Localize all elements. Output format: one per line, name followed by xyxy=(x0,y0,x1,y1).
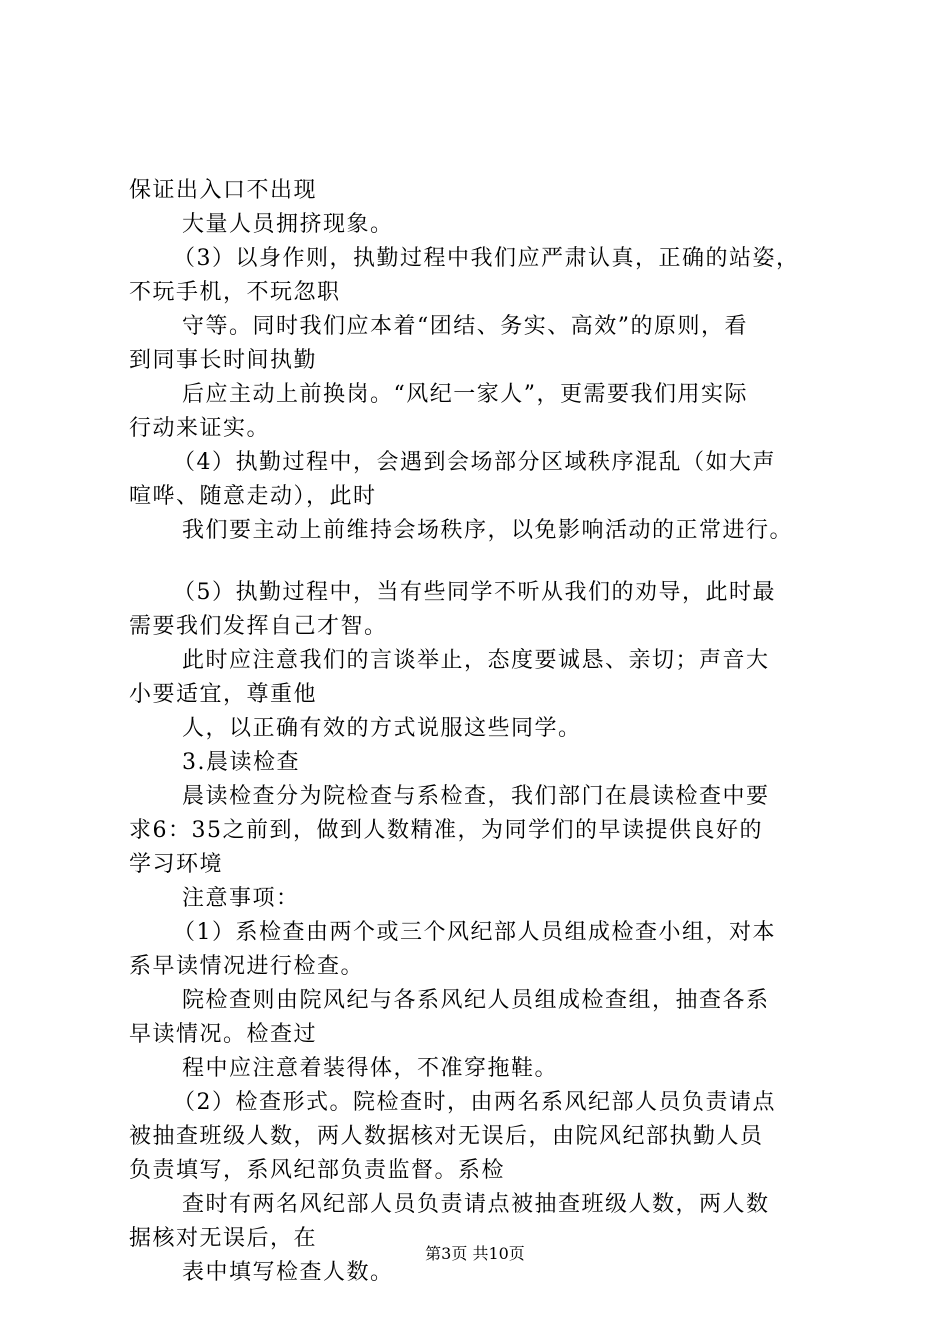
text-line: 据核对无误后，在 xyxy=(129,1226,318,1251)
text-line: 大量人员拥挤现象。 xyxy=(182,212,394,237)
text-line: （3）以身作则，执勤过程中我们应严肃认真，正确的站姿， xyxy=(173,246,800,271)
text-line: 小要适宜，尊重他 xyxy=(129,682,318,707)
text-line: 喧哗、随意走动），此时 xyxy=(129,484,377,509)
text-line: 院检查则由院风纪与各系风纪人员组成检查组，抽查各系 xyxy=(182,988,770,1013)
blank-line xyxy=(129,548,841,576)
text-line: 被抽查班级人数，两人数据核对无误后，由院风纪部执勤人员 xyxy=(129,1124,764,1149)
text-line: 守等。同时我们应本着“团结、务实、高效”的原则，看 xyxy=(182,314,748,339)
text-line: 此时应注意我们的言谈举止，态度要诚恳、亲切；声音大 xyxy=(182,648,770,673)
page-footer: 第3页 共10页 xyxy=(425,1244,525,1263)
text-line: （1）系检查由两个或三个风纪部人员组成检查小组，对本 xyxy=(173,920,776,945)
text-line: （4）执勤过程中，会遇到会场部分区域秩序混乱（如大声 xyxy=(173,450,776,475)
text-line: 后应主动上前换岗。“风纪一家人”，更需要我们用实际 xyxy=(182,382,748,407)
text-line: 人，以正确有效的方式说服这些同学。 xyxy=(182,716,582,741)
text-line: 行动来证实。 xyxy=(129,416,271,441)
text-line: 程中应注意着装得体，不准穿拖鞋。 xyxy=(182,1056,559,1081)
text-line: 需要我们发挥自己才智。 xyxy=(129,614,388,639)
text-line: 注意事项： xyxy=(182,886,300,911)
text-line: 我们要主动上前维持会场秩序，以免影响活动的正常进行。 xyxy=(182,518,794,543)
text-line: 不玩手机，不玩忽职 xyxy=(129,280,341,305)
text-line: 求6：35之前到，做到人数精准，为同学们的早读提供良好的 xyxy=(129,818,763,843)
text-line: 学习环境 xyxy=(129,852,224,877)
text-line: （5）执勤过程中，当有些同学不听从我们的劝导，此时最 xyxy=(173,580,776,605)
text-line: 3.晨读检查 xyxy=(182,750,300,775)
text-line: 晨读检查分为院检查与系检查，我们部门在晨读检查中要 xyxy=(182,784,770,809)
document-body xyxy=(129,174,841,1290)
text-line: 早读情况。检查过 xyxy=(129,1022,318,1047)
text-line: 保证出入口不出现 xyxy=(129,178,318,203)
text-line: 表中填写检查人数。 xyxy=(182,1260,394,1285)
text-line: （2）检查形式。院检查时，由两名系风纪部人员负责请点 xyxy=(173,1090,776,1115)
text-line: 到同事长时间执勤 xyxy=(129,348,318,373)
text-line: 系早读情况进行检查。 xyxy=(129,954,365,979)
text-line: 查时有两名风纪部人员负责请点被抽查班级人数，两人数 xyxy=(182,1192,770,1217)
text-line: 负责填写，系风纪部负责监督。系检 xyxy=(129,1158,506,1183)
